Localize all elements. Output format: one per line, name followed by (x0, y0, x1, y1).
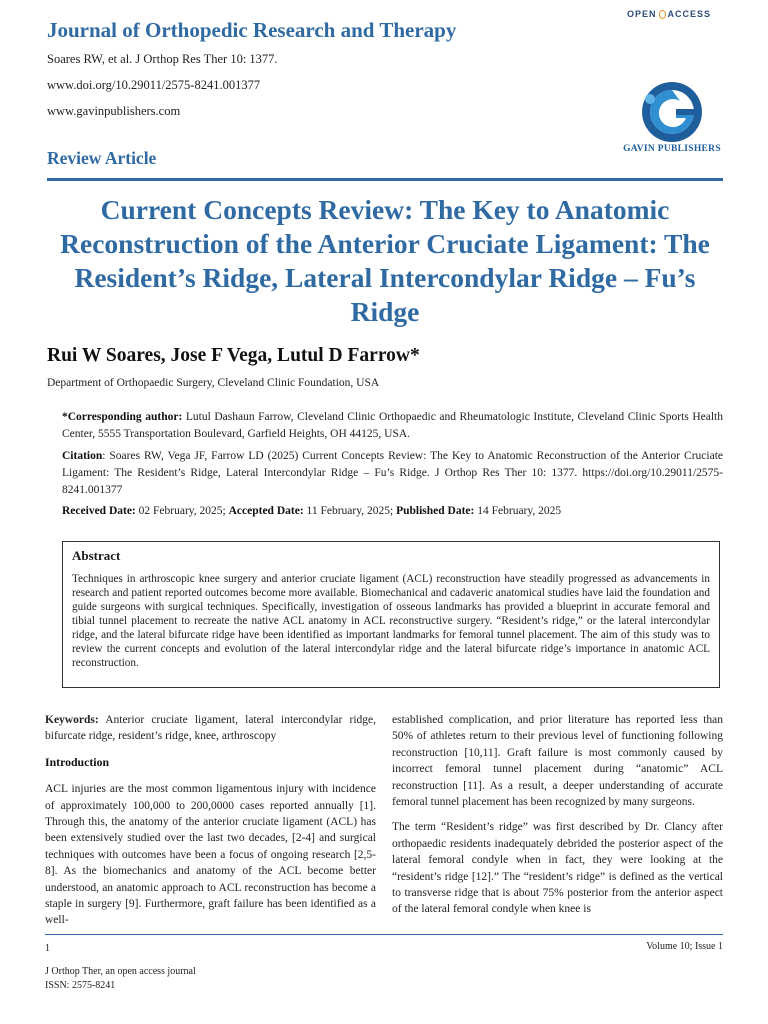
corresponding-author (62, 409, 723, 443)
open-access-badge (627, 9, 711, 19)
corresponding-label: *Corresponding author: (62, 411, 183, 423)
accepted-date: 11 February, 2025; (303, 505, 397, 517)
keywords-text: Anterior cruciate ligament, lateral intercondylar ridge, bifurcate ridge, resident’s ridge, knee, arthroscopy (45, 714, 376, 743)
corresponding-text: Lutul Dashaun Farrow, Cleveland Clinic Orthopaedic and Rheumatologic Institute, Cleveland Clinic Sports Health Center, 5555 Transportation Boulevard, Garfield Heights, OH 44125, USA. (62, 411, 724, 440)
open-access-text-access: ACCESS (667, 9, 712, 19)
keywords-label: Keywords: (45, 714, 99, 726)
journal-title: Journal of Orthopedic Research and Therapy (47, 18, 457, 42)
open-access-text-open: OPEN (627, 9, 657, 19)
footer-journal: J Orthop Ther, an open access journal (45, 966, 196, 977)
introduction-heading: Introduction (45, 754, 110, 769)
affiliation: Department of Orthopaedic Surgery, Cleveland Clinic Foundation, USA (47, 377, 380, 389)
citation-label: Citation (62, 450, 103, 462)
article-title: Current Concepts Review: The Key to Anatomic Reconstruction of the Anterior Cruciate Ligament: The Resident’s Ridge, Lateral Intercondylar Ridge – Fu’s Ridge (60, 194, 710, 327)
page-number: 1 (45, 943, 50, 954)
citation-short: Soares RW, et al. J Orthop Res Ther 10: 1377. (47, 52, 278, 66)
keywords (45, 712, 376, 745)
paragraph: The term “Resident’s ridge” was first described by Dr. Clancy after orthopaedic residents inadequately debrided the posterior aspect of the lateral femoral condyle when in fact, they were looking at the “resident’s ridge [12].” The “resident’s ridge” is defined as the vertical to transverse ridge that is about 75% posterior from the anterior aspect of the lateral femoral condyle when knee is (392, 821, 723, 916)
article-dates (62, 503, 723, 520)
header-divider (47, 178, 723, 181)
website-link[interactable]: www.gavinpublishers.com (47, 104, 181, 118)
citation-text: : Soares RW, Vega JF, Farrow LD (2025) Current Concepts Review: The Key to Anatomic Reconstruction of the Anterior Cruciate Ligament: The Resident’s Ridge, Lateral Intercondylar Ridge – Fu’s Ridge. J Orthop Res Ther 10: 1377. https://doi.org/10.29011/2575-8241.001377 (62, 450, 723, 496)
volume-issue: Volume 10; Issue 1 (646, 941, 723, 952)
citation-block (62, 448, 723, 499)
open-access-lock-icon (659, 10, 666, 19)
published-label: Published Date: (396, 505, 475, 517)
abstract-text: Techniques in arthroscopic knee surgery and anterior cruciate ligament (ACL) reconstruction have steadily progressed as advancements in research and patient reported outcomes become more available. Biomechanical and cadaveric anatomical studies have laid the foundation and guide surgeons with surgical techniques. Specifically, investigation of osseous landmarks has provided a blueprint in accurate femoral and tibial tunnel placement to recreate the native ACL anatomy in ACL reconstructive surgery. “Resident’s ridge,” or the lateral intercondylar ridge, and the lateral bifurcate ridge have been identified as important landmarks for femoral tunnel placement. The aim of this study was to review the current concepts and evolution of the lateral intercondylar ridge and the lateral bifurcate ridge’s importance in anatomic ACL reconstruction. (72, 573, 710, 669)
abstract-heading: Abstract (72, 548, 121, 563)
authors: Rui W Soares, Jose F Vega, Lutul D Farrow* (47, 345, 420, 366)
gavin-publishers-logo-icon (636, 79, 704, 145)
body-column-right (392, 712, 723, 927)
received-date: 02 February, 2025; (135, 505, 229, 517)
paragraph: established complication, and prior literature has reported less than 50% of athletes return to their previous level of functioning following reconstruction [10,11]. Graft failure is most commonly caused by incorrect femoral tunnel placement during “anatomic” ACL reconstruction [11]. As a result, a deeper understanding of accurate femoral tunnel placement has been recognized by many surgeons. (392, 714, 723, 809)
received-label: Received Date: (62, 505, 136, 517)
accepted-label: Accepted Date: (228, 505, 304, 517)
doi-link[interactable]: www.doi.org/10.29011/2575-8241.001377 (47, 78, 261, 92)
publisher-name: GAVIN PUBLISHERS (623, 144, 721, 154)
footer-divider (45, 934, 723, 935)
body-column-left (45, 712, 376, 938)
article-type: Review Article (47, 148, 157, 168)
abstract-box (62, 541, 720, 688)
published-date: 14 February, 2025 (474, 505, 562, 517)
footer-issn: ISSN: 2575-8241 (45, 980, 116, 991)
paragraph: ACL injuries are the most common ligamentous injury with incidence of approximately 100,000 to 200,0000 cases reported annually [1]. Through this, the anatomy of the anterior cruciate ligament (ACL) has been extensively studied over the last two decades, [2-4] and surgical techniques with outcomes have been a focus of ongoing research [2,5-8]. As the biomechanics and anatomy of the ACL become better understood, an anatomic approach to ACL reconstruction has become a staple in surgery [9]. Furthermore, graft failure has been identified as a well- (45, 783, 376, 927)
